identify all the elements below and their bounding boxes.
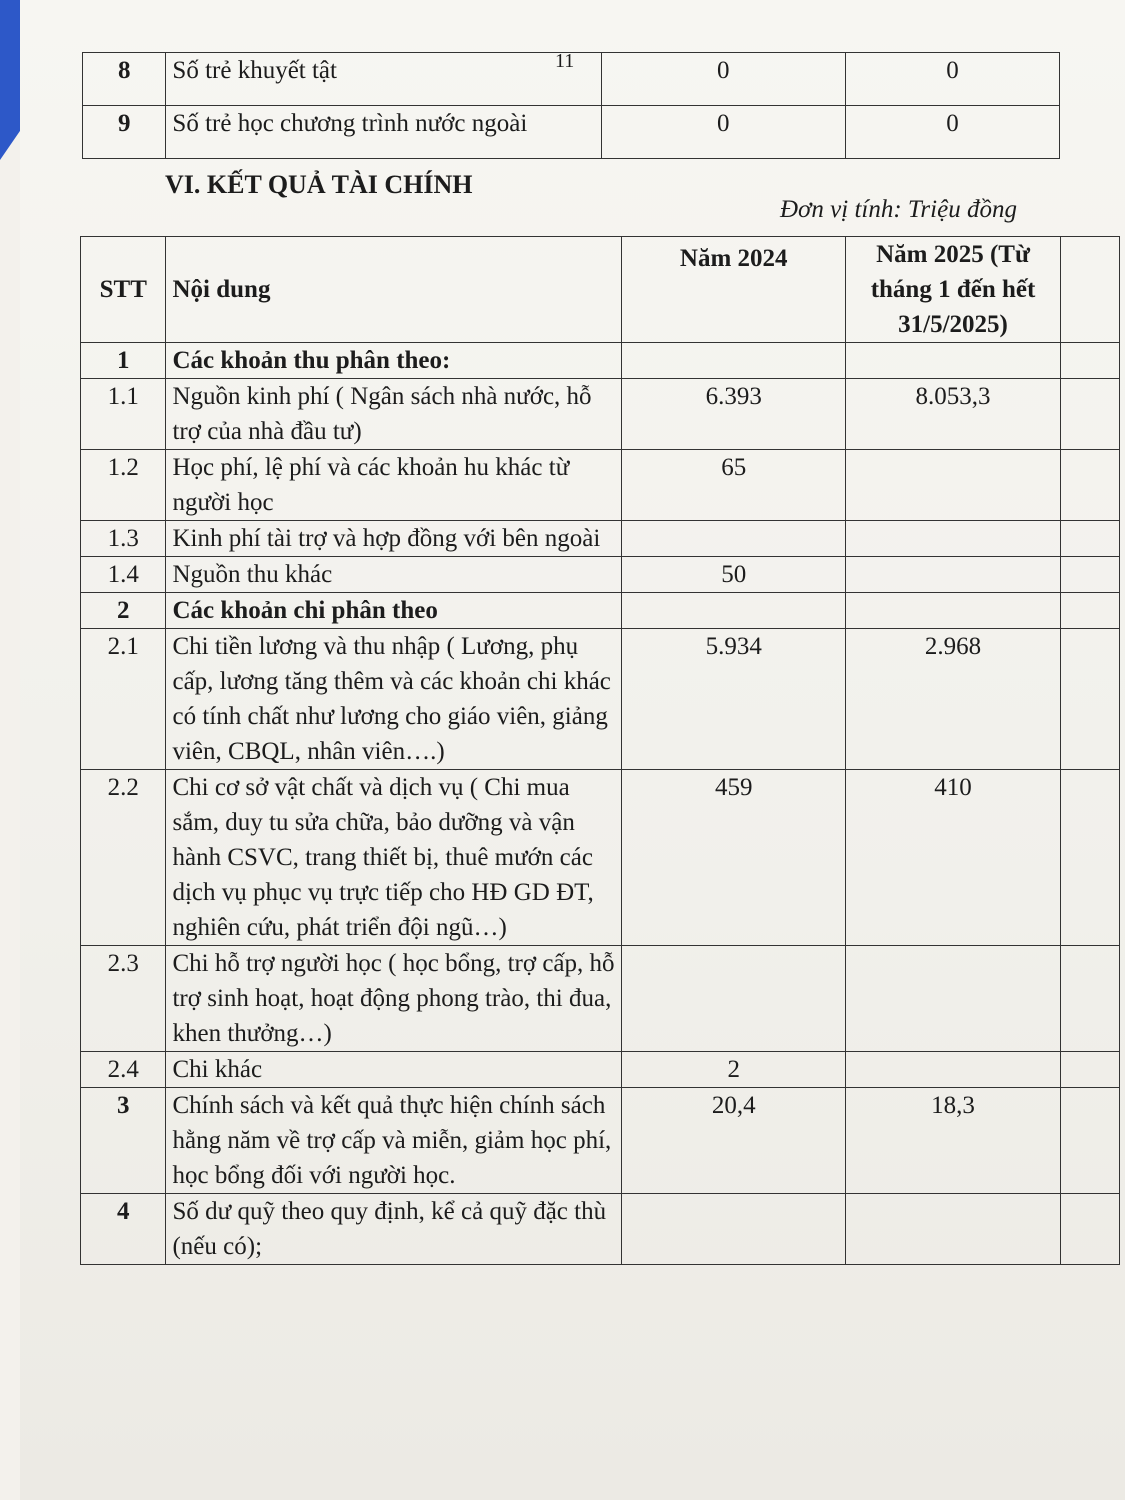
row-stt: 4 [81, 1194, 166, 1265]
table-row [83, 106, 1060, 159]
row-blank [1060, 629, 1119, 770]
table-row [81, 629, 1120, 770]
row-value-2024: 20,4 [622, 1088, 846, 1194]
row-stt: 1.2 [81, 450, 166, 521]
table-row [81, 593, 1120, 629]
row-blank [1060, 1194, 1119, 1265]
row-content: Số trẻ khuyết tật [166, 53, 601, 106]
table-row [81, 521, 1120, 557]
table-row [81, 1088, 1120, 1194]
row-stt: 1.4 [81, 557, 166, 593]
row-stt: 2.1 [81, 629, 166, 770]
row-value-2025 [846, 450, 1060, 521]
row-value-2024: 65 [622, 450, 846, 521]
table-row [81, 379, 1120, 450]
row-value-2024: 5.934 [622, 629, 846, 770]
row-blank [1060, 450, 1119, 521]
row-value-2: 0 [845, 53, 1059, 106]
table-row [81, 557, 1120, 593]
header-blank [1060, 237, 1119, 343]
row-value-2024: 6.393 [622, 379, 846, 450]
row-stt: 2 [81, 593, 166, 629]
row-stt: 3 [81, 1088, 166, 1194]
row-content: Chi tiền lương và thu nhập ( Lương, phụ cấp, lương tăng thêm và các khoản chi khác có tính chất như lương cho giáo viên, giảng viên, CBQL, nhân viên….) [166, 629, 622, 770]
row-value-2025 [846, 343, 1060, 379]
finance-body [81, 343, 1120, 1265]
row-value-2024 [622, 521, 846, 557]
row-content: Các khoản thu phân theo: [166, 343, 622, 379]
section-title: VI. KẾT QUẢ TÀI CHÍNH [165, 170, 473, 199]
row-blank [1060, 379, 1119, 450]
row-value-2024 [622, 1194, 846, 1265]
row-value-2024: 50 [622, 557, 846, 593]
table-row [83, 53, 1060, 106]
row-value-2025 [846, 1052, 1060, 1088]
table-row [81, 946, 1120, 1052]
row-stt: 2.3 [81, 946, 166, 1052]
row-blank [1060, 557, 1119, 593]
row-content: Các khoản chi phân theo [166, 593, 622, 629]
row-stt: 1.3 [81, 521, 166, 557]
row-value-1: 0 [601, 53, 845, 106]
row-value-2024 [622, 593, 846, 629]
row-blank [1060, 343, 1119, 379]
row-value-2: 0 [845, 106, 1059, 159]
table-row [81, 450, 1120, 521]
top-table [82, 52, 1060, 159]
row-value-2025 [846, 557, 1060, 593]
row-blank [1060, 521, 1119, 557]
row-stt: 8 [83, 53, 166, 106]
table-header-row [81, 237, 1120, 343]
row-value-2025: 18,3 [846, 1088, 1060, 1194]
header-stt: STT [81, 237, 166, 343]
row-stt: 9 [83, 106, 166, 159]
row-value-2025 [846, 946, 1060, 1052]
finance-table [80, 236, 1120, 1265]
row-blank [1060, 1052, 1119, 1088]
row-stt: 1 [81, 343, 166, 379]
row-blank [1060, 593, 1119, 629]
row-value-1: 0 [601, 106, 845, 159]
row-content: Học phí, lệ phí và các khoản hu khác từ người học [166, 450, 622, 521]
row-content: Nguồn kinh phí ( Ngân sách nhà nước, hỗ trợ của nhà đầu tư) [166, 379, 622, 450]
row-blank [1060, 1088, 1119, 1194]
header-content: Nội dung [166, 237, 622, 343]
row-value-2025: 2.968 [846, 629, 1060, 770]
table-row [81, 1194, 1120, 1265]
row-value-2024: 459 [622, 770, 846, 946]
row-stt: 1.1 [81, 379, 166, 450]
row-blank [1060, 770, 1119, 946]
row-content: Chi khác [166, 1052, 622, 1088]
row-value-2025: 8.053,3 [846, 379, 1060, 450]
unit-note: Đơn vị tính: Triệu đồng [780, 196, 1017, 223]
row-content: Nguồn thu khác [166, 557, 622, 593]
row-content: Chi hỗ trợ người học ( học bổng, trợ cấp, hỗ trợ sinh hoạt, hoạt động phong trào, thi đua, khen thưởng…) [166, 946, 622, 1052]
row-stt: 2.2 [81, 770, 166, 946]
table-row [81, 343, 1120, 379]
row-content: Số dư quỹ theo quy định, kể cả quỹ đặc thù (nếu có); [166, 1194, 622, 1265]
row-value-2025 [846, 593, 1060, 629]
header-year-2025: Năm 2025 (Từ tháng 1 đến hết 31/5/2025) [846, 237, 1060, 343]
table-row [81, 1052, 1120, 1088]
page-number: 11 [555, 50, 575, 72]
row-value-2025 [846, 521, 1060, 557]
row-value-2025: 410 [846, 770, 1060, 946]
row-content: Chi cơ sở vật chất và dịch vụ ( Chi mua sắm, duy tu sửa chữa, bảo dưỡng và vận hành CSVC, trang thiết bị, thuê mướn các dịch vụ phục vụ trực tiếp cho HĐ GD ĐT, nghiên cứu, phát triển đội ngũ…) [166, 770, 622, 946]
row-value-2025 [846, 1194, 1060, 1265]
row-stt: 2.4 [81, 1052, 166, 1088]
row-value-2024: 2 [622, 1052, 846, 1088]
table-row [81, 770, 1120, 946]
row-value-2024 [622, 343, 846, 379]
row-blank [1060, 946, 1119, 1052]
header-year-2024: Năm 2024 [622, 237, 846, 343]
row-content: Số trẻ học chương trình nước ngoài [166, 106, 601, 159]
row-value-2024 [622, 946, 846, 1052]
row-content: Kinh phí tài trợ và hợp đồng với bên ngoài [166, 521, 622, 557]
row-content: Chính sách và kết quả thực hiện chính sách hằng năm về trợ cấp và miễn, giảm học phí, học bổng đối với người học. [166, 1088, 622, 1194]
